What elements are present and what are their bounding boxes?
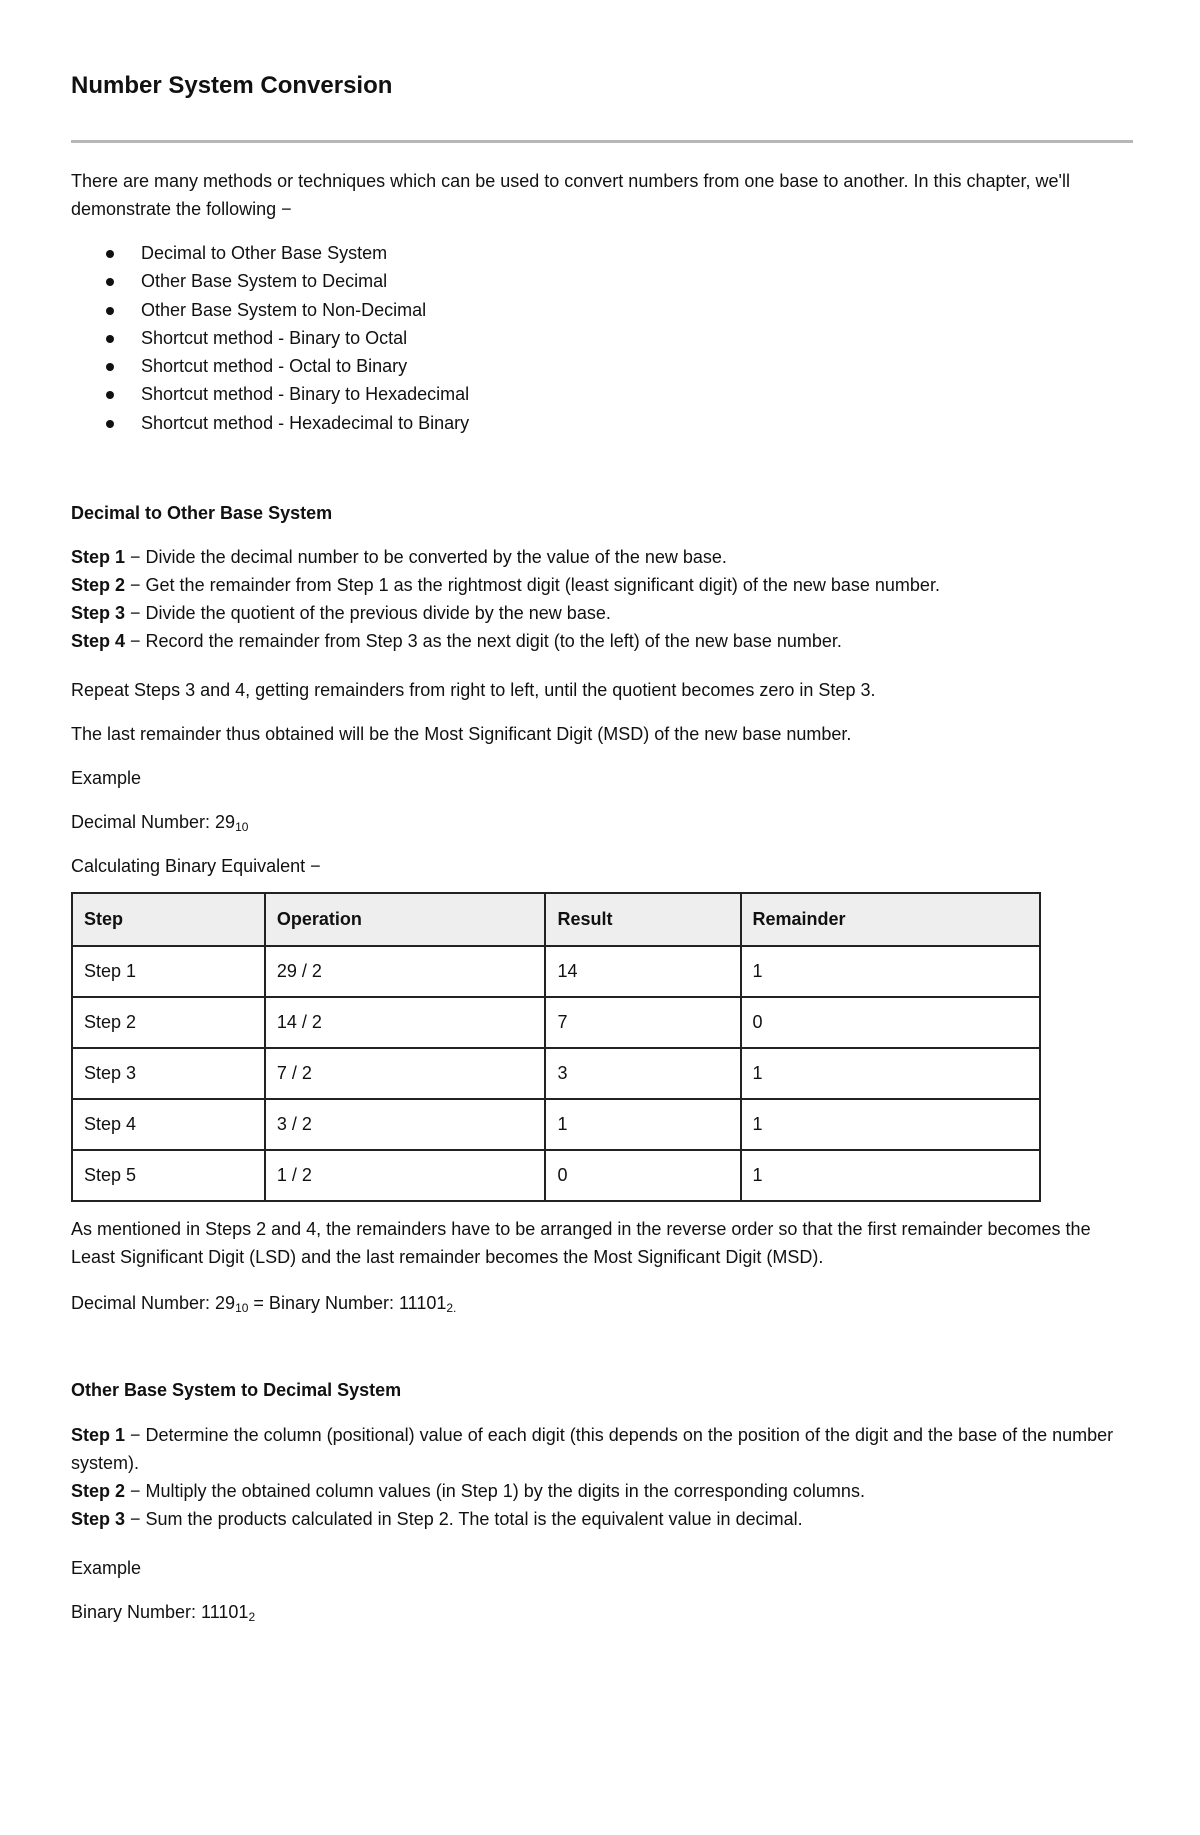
decimal-number-block (71, 808, 1133, 836)
decimal-number-text: Decimal Number: 29 (71, 812, 236, 832)
table-row (72, 1099, 1040, 1150)
step-line (71, 1505, 1133, 1533)
table-cell: 1 (741, 1048, 1041, 1099)
table-cell: 7 / 2 (265, 1048, 546, 1099)
table-cell: Step 1 (72, 946, 265, 997)
table-cell: 1 / 2 (265, 1150, 546, 1201)
table-cell: 29 / 2 (265, 946, 546, 997)
step-line (71, 599, 1133, 627)
table-row (72, 997, 1040, 1048)
step-label: Step 3 (71, 603, 126, 623)
binary-number-text: Binary Number: 11101 (71, 1602, 249, 1622)
list-item: Shortcut method - Binary to Octal (71, 324, 1133, 352)
step-label: Step 2 (71, 575, 126, 595)
list-item: Shortcut method - Hexadecimal to Binary (71, 409, 1133, 437)
methods-list-block (71, 239, 1133, 437)
table-header-row (72, 893, 1040, 946)
page-title: Number System Conversion (71, 72, 393, 99)
step-label: Step 1 (71, 1425, 126, 1445)
table-cell: 0 (741, 997, 1041, 1048)
step-line (71, 1421, 1133, 1477)
last-block (71, 720, 1133, 748)
step-label: Step 4 (71, 631, 126, 651)
step-label: Step 3 (71, 1509, 126, 1529)
table-header-cell: Result (545, 893, 740, 946)
step-text: − Divide the decimal number to be converted by the value of the new base. (125, 547, 727, 567)
list-item: Other Base System to Decimal (71, 267, 1133, 295)
table-header-cell: Step (72, 893, 265, 946)
list-item: Other Base System to Non-Decimal (71, 296, 1133, 324)
step-line (71, 571, 1133, 599)
binary-number-subscript: 2 (248, 1610, 256, 1624)
table-cell: 14 (545, 946, 740, 997)
example-label: Example (71, 768, 142, 788)
section2-heading-block (71, 1376, 1133, 1404)
table-cell: 1 (741, 1150, 1041, 1201)
example2-block (71, 1554, 1133, 1582)
table-cell: Step 2 (72, 997, 265, 1048)
list-item: Decimal to Other Base System (71, 239, 1133, 267)
example-label: Example (71, 1558, 142, 1578)
table-cell: 1 (545, 1099, 740, 1150)
calculating-label: Calculating Binary Equivalent − (71, 856, 321, 876)
methods-list (71, 239, 1133, 437)
step-text: − Get the remainder from Step 1 as the rightmost digit (least significant digit) of the new base number. (125, 575, 940, 595)
table-cell: Step 5 (72, 1150, 265, 1201)
repeat-block (71, 676, 1133, 704)
mentioned-block (71, 1215, 1133, 1271)
step-line (71, 1477, 1133, 1505)
last-remainder-paragraph: The last remainder thus obtained will be the Most Significant Digit (MSD) of the new base number. (71, 724, 852, 744)
result-text-a: Decimal Number: 29 (71, 1293, 236, 1313)
result-subscript-1: 10 (235, 1301, 249, 1315)
table-cell: 7 (545, 997, 740, 1048)
example-block (71, 764, 1133, 792)
title-divider (71, 140, 1133, 143)
section-heading: Decimal to Other Base System (71, 503, 333, 523)
result-text-b: = Binary Number: 11101 (248, 1293, 447, 1313)
step-line (71, 627, 1133, 655)
table-cell: 1 (741, 1099, 1041, 1150)
table-cell: 0 (545, 1150, 740, 1201)
section1-heading-block (71, 499, 1133, 527)
table-cell: 1 (741, 946, 1041, 997)
table-row (72, 1150, 1040, 1201)
table-header-cell: Remainder (741, 893, 1041, 946)
binary-number-block (71, 1598, 1133, 1626)
calc-block (71, 852, 1133, 880)
step-text: − Record the remainder from Step 3 as the next digit (to the left) of the new base number. (125, 631, 842, 651)
table-row (72, 946, 1040, 997)
decimal-number-subscript: 10 (235, 820, 249, 834)
step-label: Step 1 (71, 547, 126, 567)
result-subscript-2: 2. (446, 1301, 457, 1315)
binary-number-line (71, 1598, 1133, 1626)
step-label: Step 2 (71, 1481, 126, 1501)
intro-block (71, 167, 1133, 223)
table-cell: Step 4 (72, 1099, 265, 1150)
step-text: − Determine the column (positional) value of each digit (this depends on the position of the digit and the base of the number system). (71, 1425, 1114, 1473)
section1-steps (71, 543, 1133, 655)
decimal-number-line (71, 808, 1133, 836)
step-text: − Divide the quotient of the previous divide by the new base. (125, 603, 611, 623)
section-heading: Other Base System to Decimal System (71, 1380, 402, 1400)
intro-paragraph: There are many methods or techniques which can be used to convert numbers from one base to another. In this chapter, we'll demonstrate the following − (71, 171, 1070, 219)
result-block (71, 1289, 1133, 1317)
list-item: Shortcut method - Octal to Binary (71, 352, 1133, 380)
step-text: − Multiply the obtained column values (in Step 1) by the digits in the corresponding columns. (125, 1481, 865, 1501)
table-cell: 3 (545, 1048, 740, 1099)
list-item: Shortcut method - Binary to Hexadecimal (71, 380, 1133, 408)
step-line (71, 543, 1133, 571)
table-row (72, 1048, 1040, 1099)
result-line (71, 1289, 1133, 1317)
repeat-paragraph: Repeat Steps 3 and 4, getting remainders from right to left, until the quotient becomes zero in Step 3. (71, 680, 876, 700)
step-text: − Sum the products calculated in Step 2. The total is the equivalent value in decimal. (125, 1509, 803, 1529)
table-cell: Step 3 (72, 1048, 265, 1099)
table-cell: 3 / 2 (265, 1099, 546, 1150)
section2-steps (71, 1421, 1133, 1533)
conversion-table (71, 892, 1041, 1202)
table-header-cell: Operation (265, 893, 546, 946)
table-cell: 14 / 2 (265, 997, 546, 1048)
reverse-order-paragraph: As mentioned in Steps 2 and 4, the remainders have to be arranged in the reverse order so that the first remainder becomes the Least Significant Digit (LSD) and the last remainder becomes the Most Significant Digit (MSD). (71, 1219, 1091, 1267)
